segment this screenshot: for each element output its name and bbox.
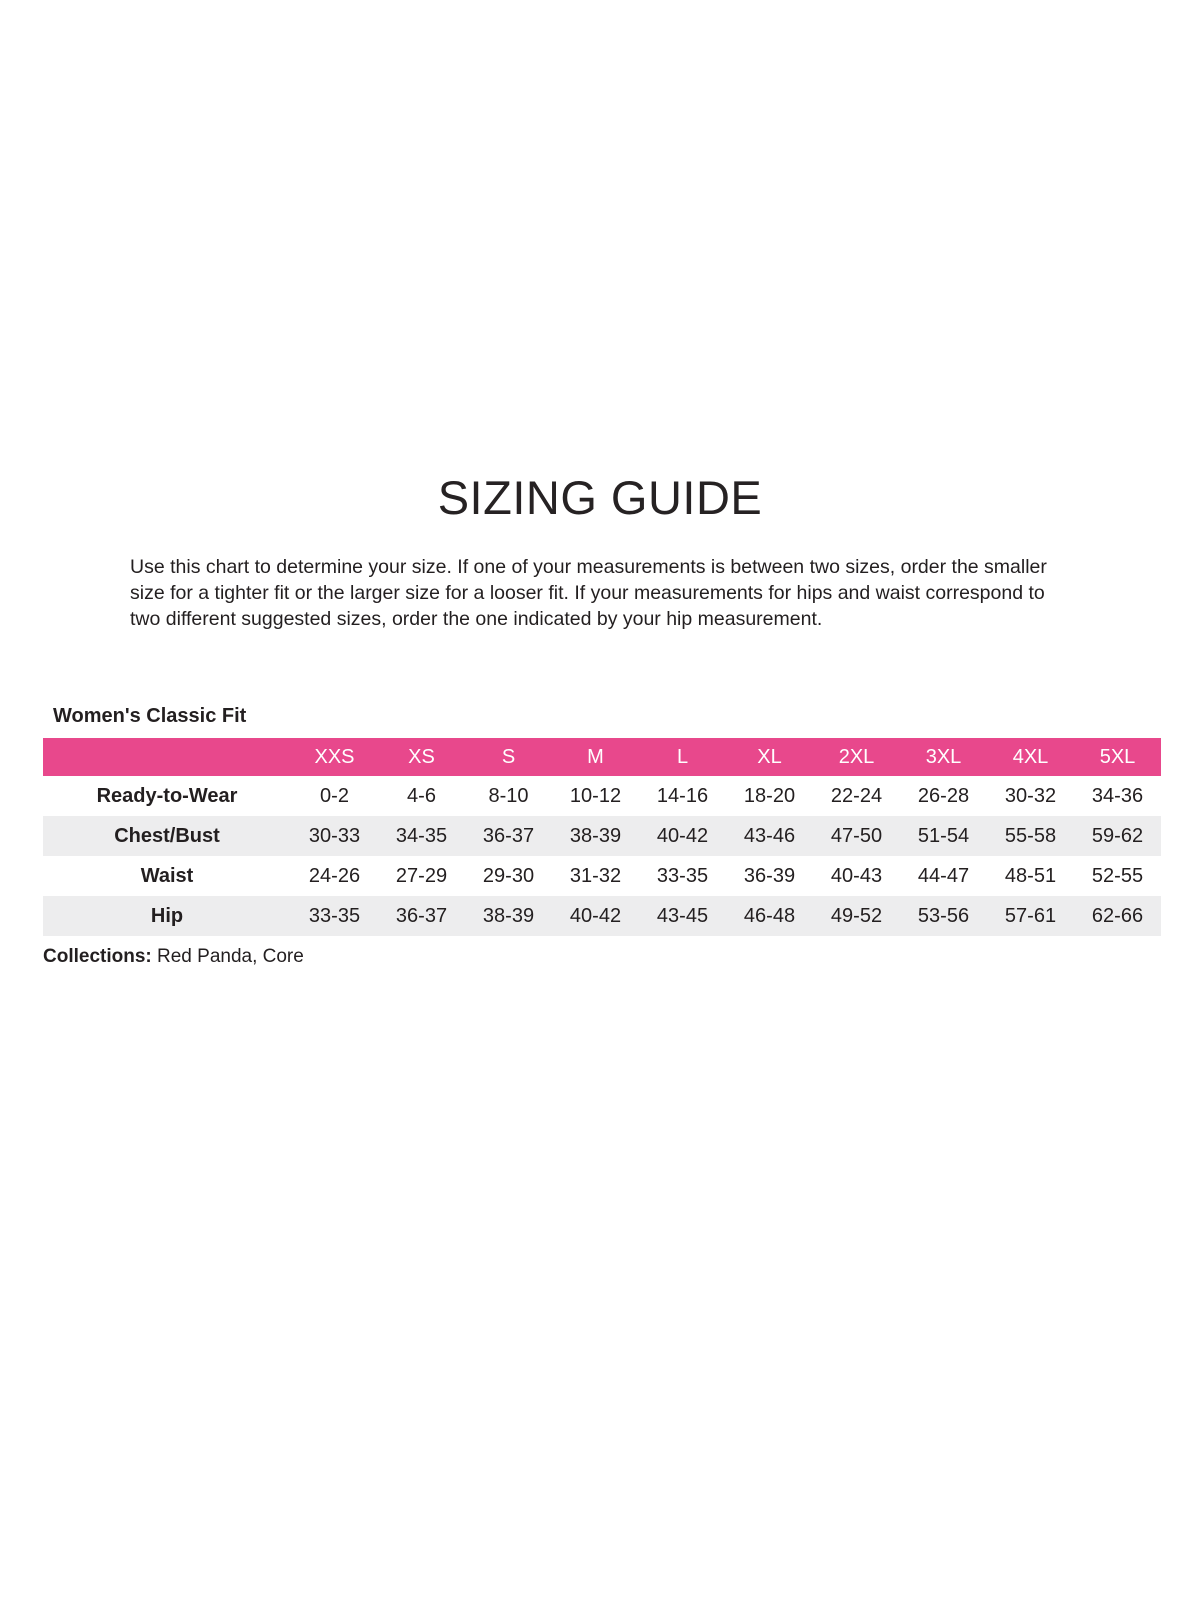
row-label: Ready-to-Wear bbox=[96, 784, 238, 807]
size-cell: 33-35 bbox=[308, 904, 361, 927]
size-cell: 40-42 bbox=[569, 904, 622, 927]
size-cell: 24-26 bbox=[308, 864, 361, 887]
size-cell: 55-58 bbox=[1004, 824, 1057, 847]
column-header-xl: XL bbox=[757, 745, 782, 768]
collections-note bbox=[43, 945, 1200, 969]
size-chart-section bbox=[0, 704, 1200, 969]
size-cell: 40-42 bbox=[656, 824, 709, 847]
table-header-row bbox=[43, 738, 1161, 776]
page-title: SIZING GUIDE bbox=[437, 471, 763, 524]
size-cell: 29-30 bbox=[482, 864, 535, 887]
size-cell: 59-62 bbox=[1091, 824, 1144, 847]
column-header-xs: XS bbox=[408, 745, 435, 768]
corner-cell bbox=[43, 738, 291, 776]
size-cell: 36-37 bbox=[395, 904, 448, 927]
size-cell: 43-45 bbox=[656, 904, 709, 927]
size-cell: 43-46 bbox=[743, 824, 796, 847]
size-cell: 14-16 bbox=[656, 784, 709, 807]
row-label: Chest/Bust bbox=[114, 824, 220, 847]
size-cell: 40-43 bbox=[830, 864, 883, 887]
column-header-2xl: 2XL bbox=[838, 745, 875, 768]
size-cell: 36-37 bbox=[482, 824, 535, 847]
intro-text: Use this chart to determine your size. If one of your measurements is between two sizes, order the smaller size for a tighter fit or the larger size for a looser fit. If your measurements for hips and waist correspond to two different suggested sizes, order the one indicated by your hip measurement. bbox=[130, 556, 1047, 630]
row-label: Waist bbox=[140, 864, 194, 887]
table-row-chest-bust bbox=[43, 816, 1161, 856]
size-cell: 26-28 bbox=[917, 784, 970, 807]
column-header-xxs: XXS bbox=[314, 745, 355, 768]
column-header-l: L bbox=[676, 745, 689, 768]
size-cell: 30-33 bbox=[308, 824, 361, 847]
collections-value: Red Panda, Core bbox=[157, 946, 304, 967]
size-cell: 52-55 bbox=[1091, 864, 1144, 887]
size-cell: 18-20 bbox=[743, 784, 796, 807]
section-heading: Women's Classic Fit bbox=[53, 705, 247, 727]
size-cell: 31-32 bbox=[569, 864, 622, 887]
size-cell: 38-39 bbox=[569, 824, 622, 847]
size-cell: 46-48 bbox=[743, 904, 796, 927]
size-cell: 38-39 bbox=[482, 904, 535, 927]
column-header-3xl: 3XL bbox=[925, 745, 962, 768]
column-header-m: M bbox=[587, 745, 604, 768]
size-cell: 48-51 bbox=[1004, 864, 1057, 887]
size-cell: 62-66 bbox=[1091, 904, 1144, 927]
table-row-ready-to-wear bbox=[43, 776, 1161, 816]
size-cell: 0-2 bbox=[320, 784, 349, 807]
size-cell: 47-50 bbox=[830, 824, 883, 847]
size-cell: 33-35 bbox=[656, 864, 709, 887]
size-cell: 49-52 bbox=[830, 904, 883, 927]
table-row-hip bbox=[43, 896, 1161, 936]
size-cell: 30-32 bbox=[1004, 784, 1057, 807]
row-label: Hip bbox=[150, 904, 184, 927]
size-cell: 44-47 bbox=[917, 864, 970, 887]
size-chart-table bbox=[43, 738, 1161, 936]
size-cell: 27-29 bbox=[395, 864, 448, 887]
size-cell: 53-56 bbox=[917, 904, 970, 927]
size-cell: 4-6 bbox=[407, 784, 436, 807]
size-cell: 8-10 bbox=[488, 784, 529, 807]
collections-label: Collections: bbox=[43, 946, 152, 967]
size-cell: 10-12 bbox=[569, 784, 622, 807]
column-header-4xl: 4XL bbox=[1012, 745, 1049, 768]
size-cell: 36-39 bbox=[743, 864, 796, 887]
size-cell: 34-35 bbox=[395, 824, 448, 847]
size-cell: 57-61 bbox=[1004, 904, 1057, 927]
size-cell: 51-54 bbox=[917, 824, 970, 847]
column-header-s: S bbox=[501, 745, 516, 768]
size-cell: 34-36 bbox=[1091, 784, 1144, 807]
size-cell: 22-24 bbox=[830, 784, 883, 807]
table-row-waist bbox=[43, 856, 1161, 896]
column-header-5xl: 5XL bbox=[1099, 745, 1136, 768]
